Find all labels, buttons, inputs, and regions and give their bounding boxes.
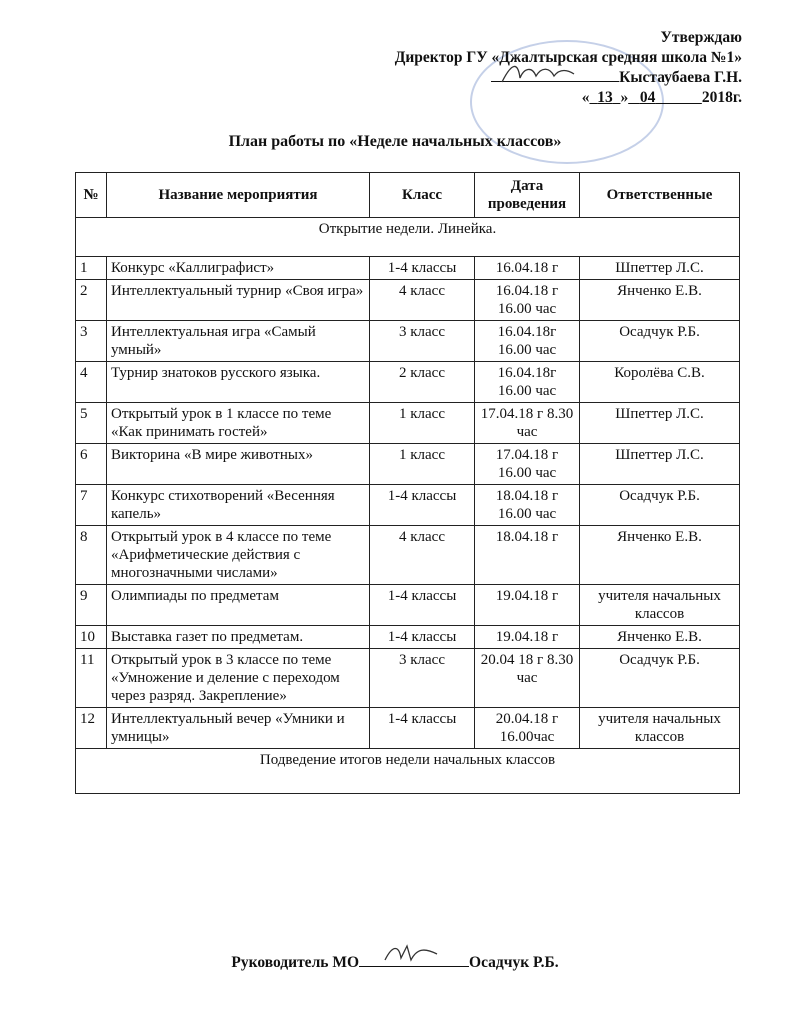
table-row	[76, 485, 740, 526]
row-date: 18.04.18 г 16.00 час	[475, 485, 580, 526]
row-class: 3 класс	[370, 649, 475, 708]
date-year: 2018г.	[701, 89, 742, 106]
row-responsible: Королёва С.В.	[580, 362, 740, 403]
row-responsible: Янченко Е.В.	[580, 526, 740, 585]
row-event-name: Открытый урок в 4 классе по теме «Арифметические действия с многозначными числами»	[107, 526, 370, 585]
row-num: 9	[76, 585, 107, 626]
table-row	[76, 257, 740, 280]
row-date: 19.04.18 г	[475, 585, 580, 626]
row-event-name: Интеллектуальная игра «Самый умный»	[107, 321, 370, 362]
row-class: 1 класс	[370, 444, 475, 485]
row-responsible: учителя начальных классов	[580, 585, 740, 626]
row-num: 7	[76, 485, 107, 526]
row-class: 1 класс	[370, 403, 475, 444]
footer-label: Руководитель МО	[231, 954, 360, 971]
row-num: 5	[76, 403, 107, 444]
table-header-row	[76, 173, 740, 218]
table-row	[76, 526, 740, 585]
table-row	[76, 403, 740, 444]
table-row	[76, 280, 740, 321]
opening-row	[76, 218, 740, 257]
row-class: 1-4 классы	[370, 485, 475, 526]
approval-date	[395, 88, 742, 108]
row-date: 20.04 18 г 8.30 час	[475, 649, 580, 708]
closing-text: Подведение итогов недели начальных классов	[76, 749, 740, 794]
row-responsible: Осадчук Р.Б.	[580, 485, 740, 526]
row-date: 16.04.18 г 16.00 час	[475, 280, 580, 321]
row-num: 2	[76, 280, 107, 321]
row-class: 1-4 классы	[370, 708, 475, 749]
header-date: Дата проведения	[475, 173, 580, 218]
row-responsible: учителя начальных классов	[580, 708, 740, 749]
row-class: 4 класс	[370, 280, 475, 321]
table-row	[76, 649, 740, 708]
row-num: 8	[76, 526, 107, 585]
approval-heading: Утверждаю	[660, 29, 742, 46]
table-row	[76, 626, 740, 649]
approval-director: Директор ГУ «Джалтырская средняя школа №1»	[394, 49, 742, 66]
header-num: №	[76, 173, 107, 218]
row-event-name: Конкурс «Каллиграфист»	[107, 257, 370, 280]
row-date: 18.04.18 г	[475, 526, 580, 585]
row-num: 12	[76, 708, 107, 749]
row-num: 1	[76, 257, 107, 280]
row-date: 16.04.18г 16.00 час	[475, 362, 580, 403]
row-event-name: Конкурс стихотворений «Весенняя капель»	[107, 485, 370, 526]
row-responsible: Шпеттер Л.С.	[580, 257, 740, 280]
director-name: Кыстаубаева Г.Н.	[619, 69, 742, 86]
row-class: 3 класс	[370, 321, 475, 362]
header-name: Название мероприятия	[107, 173, 370, 218]
row-num: 4	[76, 362, 107, 403]
row-event-name: Интеллектуальный вечер «Умники и умницы»	[107, 708, 370, 749]
row-responsible: Янченко Е.В.	[580, 280, 740, 321]
row-class: 1-4 классы	[370, 257, 475, 280]
plan-table	[75, 172, 740, 794]
row-class: 2 класс	[370, 362, 475, 403]
opening-text: Открытие недели. Линейка.	[76, 218, 740, 257]
row-date: 20.04.18 г 16.00час	[475, 708, 580, 749]
row-class: 1-4 классы	[370, 626, 475, 649]
row-responsible: Шпеттер Л.С.	[580, 403, 740, 444]
date-quote-open: «	[581, 89, 590, 106]
row-num: 3	[76, 321, 107, 362]
footer-signature-line	[359, 952, 469, 967]
row-date: 17.04.18 г 8.30 час	[475, 403, 580, 444]
row-num: 10	[76, 626, 107, 649]
row-num: 11	[76, 649, 107, 708]
row-responsible: Шпеттер Л.С.	[580, 444, 740, 485]
page-title: План работы по «Неделе начальных классов»	[228, 133, 562, 150]
head-signature	[381, 942, 441, 966]
row-event-name: Интеллектуальный турнир «Своя игра»	[107, 280, 370, 321]
row-event-name: Открытый урок в 1 классе по теме «Как принимать гостей»	[107, 403, 370, 444]
header-responsible: Ответственные	[580, 173, 740, 218]
row-event-name: Открытый урок в 3 классе по теме «Умножение и деление с переходом через разряд. Закрепление»	[107, 649, 370, 708]
header-class: Класс	[370, 173, 475, 218]
row-responsible: Янченко Е.В.	[580, 626, 740, 649]
date-day: 13	[597, 89, 613, 106]
row-class: 1-4 классы	[370, 585, 475, 626]
row-date: 16.04.18г 16.00 час	[475, 321, 580, 362]
footer-name: Осадчук Р.Б.	[469, 954, 559, 971]
row-event-name: Выставка газет по предметам.	[107, 626, 370, 649]
row-event-name: Викторина «В мире животных»	[107, 444, 370, 485]
footer-signature	[0, 952, 790, 972]
row-date: 19.04.18 г	[475, 626, 580, 649]
table-row	[76, 321, 740, 362]
row-date: 17.04.18 г 16.00 час	[475, 444, 580, 485]
row-num: 6	[76, 444, 107, 485]
row-responsible: Осадчук Р.Б.	[580, 649, 740, 708]
table-row	[76, 708, 740, 749]
row-responsible: Осадчук Р.Б.	[580, 321, 740, 362]
table-row	[76, 362, 740, 403]
date-quote-close: »	[620, 89, 629, 106]
closing-row	[76, 749, 740, 794]
table-row	[76, 444, 740, 485]
row-class: 4 класс	[370, 526, 475, 585]
date-month: 04	[639, 89, 656, 106]
row-event-name: Турнир знатоков русского языка.	[107, 362, 370, 403]
row-event-name: Олимпиады по предметам	[107, 585, 370, 626]
director-signature	[498, 58, 578, 88]
row-date: 16.04.18 г	[475, 257, 580, 280]
table-row	[76, 585, 740, 626]
